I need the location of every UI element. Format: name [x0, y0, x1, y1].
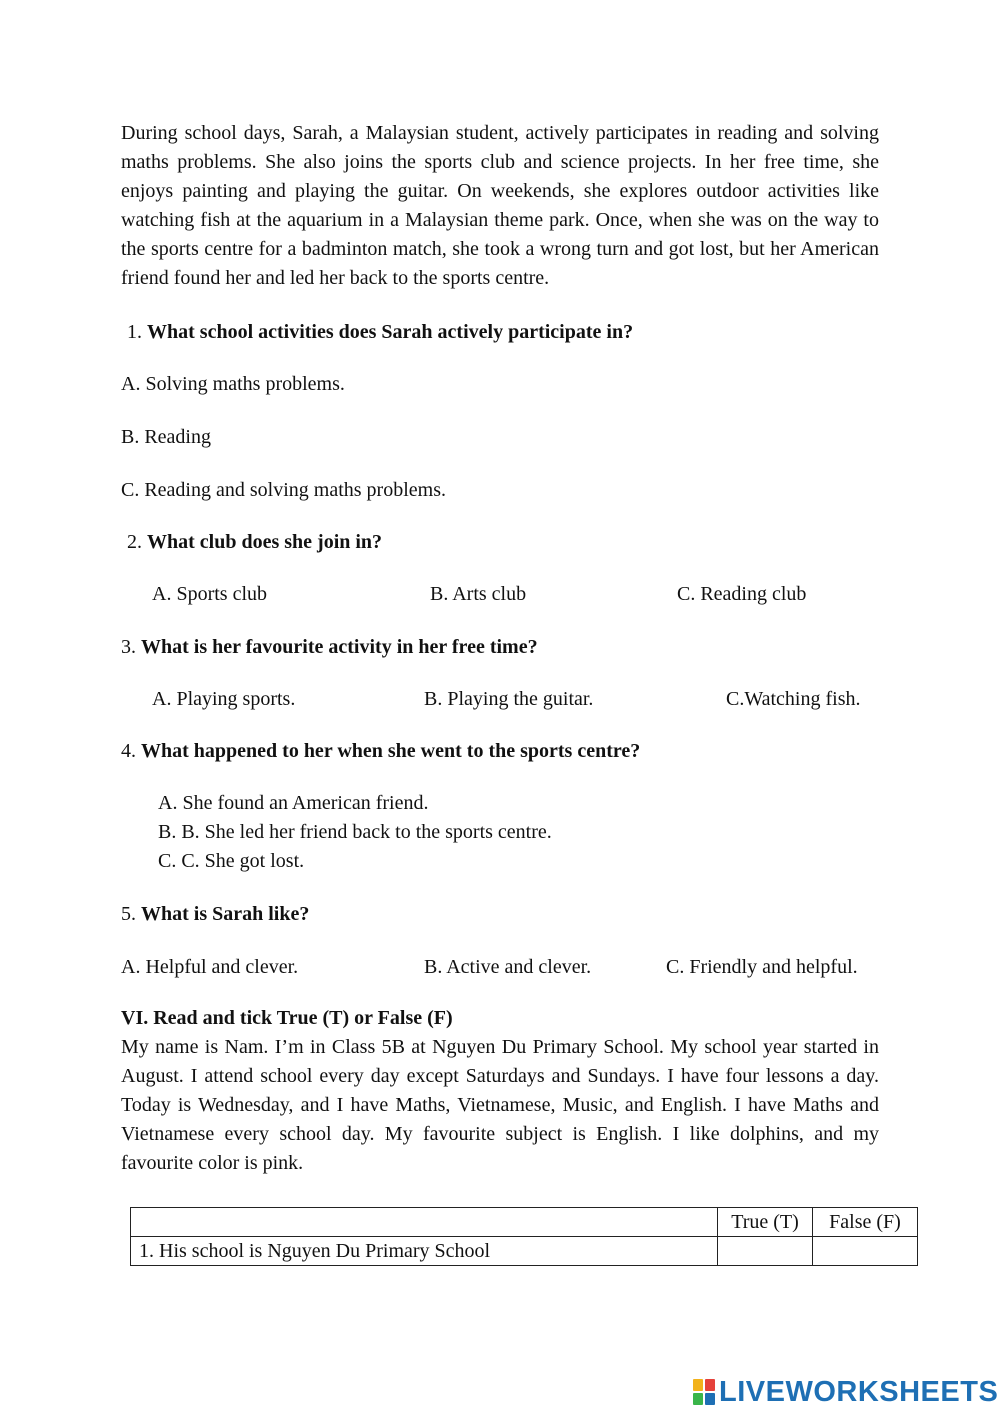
- option-1c[interactable]: C. Reading and solving maths problems.: [121, 479, 446, 501]
- question-text: What is Sarah like?: [141, 903, 310, 925]
- logo-square: [705, 1379, 715, 1391]
- question-3: [121, 635, 538, 659]
- false-tick-cell[interactable]: [813, 1237, 918, 1266]
- logo-square: [705, 1393, 715, 1405]
- question-number: 2.: [127, 531, 142, 553]
- option-3b[interactable]: B. Playing the guitar.: [424, 688, 594, 710]
- header-false: False (F): [813, 1208, 918, 1237]
- option-4b[interactable]: B. B. She led her friend back to the sports centre.: [158, 821, 552, 843]
- option-3c[interactable]: C.Watching fish.: [726, 688, 861, 710]
- question-number: 3.: [121, 636, 136, 658]
- option-5b[interactable]: B. Active and clever.: [424, 956, 592, 978]
- option-2b[interactable]: B. Arts club: [430, 583, 527, 605]
- logo-mark-icon: [693, 1379, 715, 1405]
- logo-square: [693, 1379, 703, 1391]
- question-2: [127, 530, 382, 554]
- table-row: [131, 1237, 918, 1266]
- option-2a[interactable]: A. Sports club: [152, 583, 267, 605]
- question-text: What happened to her when she went to the sports centre?: [141, 740, 641, 762]
- option-4a[interactable]: A. She found an American friend.: [158, 792, 429, 814]
- true-tick-cell[interactable]: [718, 1237, 813, 1266]
- header-true: True (T): [718, 1208, 813, 1237]
- question-number: 4.: [121, 740, 136, 762]
- section-passage: My name is Nam. I’m in Class 5B at Nguyen Du Primary School. My school year started in August. I attend school every day except Saturdays and Sundays. I have four lessons a day. Today is Wednesday, and I have Maths, Vietnamese, Music, and English. I have Maths and Vietnamese every school day. My favourite subject is English. I like dolphins, and my favourite color is pink.: [121, 1036, 879, 1174]
- question-4: [121, 739, 640, 763]
- question-text: What school activities does Sarah actively participate in?: [147, 321, 634, 343]
- question-1: [127, 320, 633, 344]
- question-text: What club does she join in?: [147, 531, 383, 553]
- option-1b[interactable]: B. Reading: [121, 426, 211, 448]
- statement-cell: 1. His school is Nguyen Du Primary School: [131, 1237, 718, 1266]
- true-false-table: [130, 1207, 918, 1266]
- header-statement: [131, 1208, 718, 1237]
- question-5: [121, 902, 309, 926]
- question-number: 1.: [127, 321, 142, 343]
- logo-square: [693, 1393, 703, 1405]
- option-3a[interactable]: A. Playing sports.: [152, 688, 296, 710]
- option-5a[interactable]: A. Helpful and clever.: [121, 956, 299, 978]
- option-1a[interactable]: A. Solving maths problems.: [121, 373, 345, 395]
- table-header-row: [131, 1208, 918, 1237]
- liveworksheets-logo[interactable]: [693, 1375, 998, 1409]
- reading-passage: During school days, Sarah, a Malaysian student, actively participates in reading and solving maths problems. She also joins the sports club and science projects. In her free time, she enjoys painting and playing the guitar. On weekends, she explores outdoor activities like watching fish at the aquarium in a Malaysian theme park. Once, when she was on the way to the sports centre for a badminton match, she took a wrong turn and got lost, but her American friend found her and led her back to the sports centre.: [121, 122, 879, 289]
- logo-text: LIVEWORKSHEETS: [719, 1375, 999, 1408]
- question-text: What is her favourite activity in her free time?: [141, 636, 538, 658]
- section-heading: VI. Read and tick True (T) or False (F): [121, 1007, 453, 1029]
- question-number: 5.: [121, 903, 136, 925]
- option-5c[interactable]: C. Friendly and helpful.: [666, 956, 858, 978]
- option-2c[interactable]: C. Reading club: [677, 583, 807, 605]
- option-4c[interactable]: C. C. She got lost.: [158, 850, 305, 872]
